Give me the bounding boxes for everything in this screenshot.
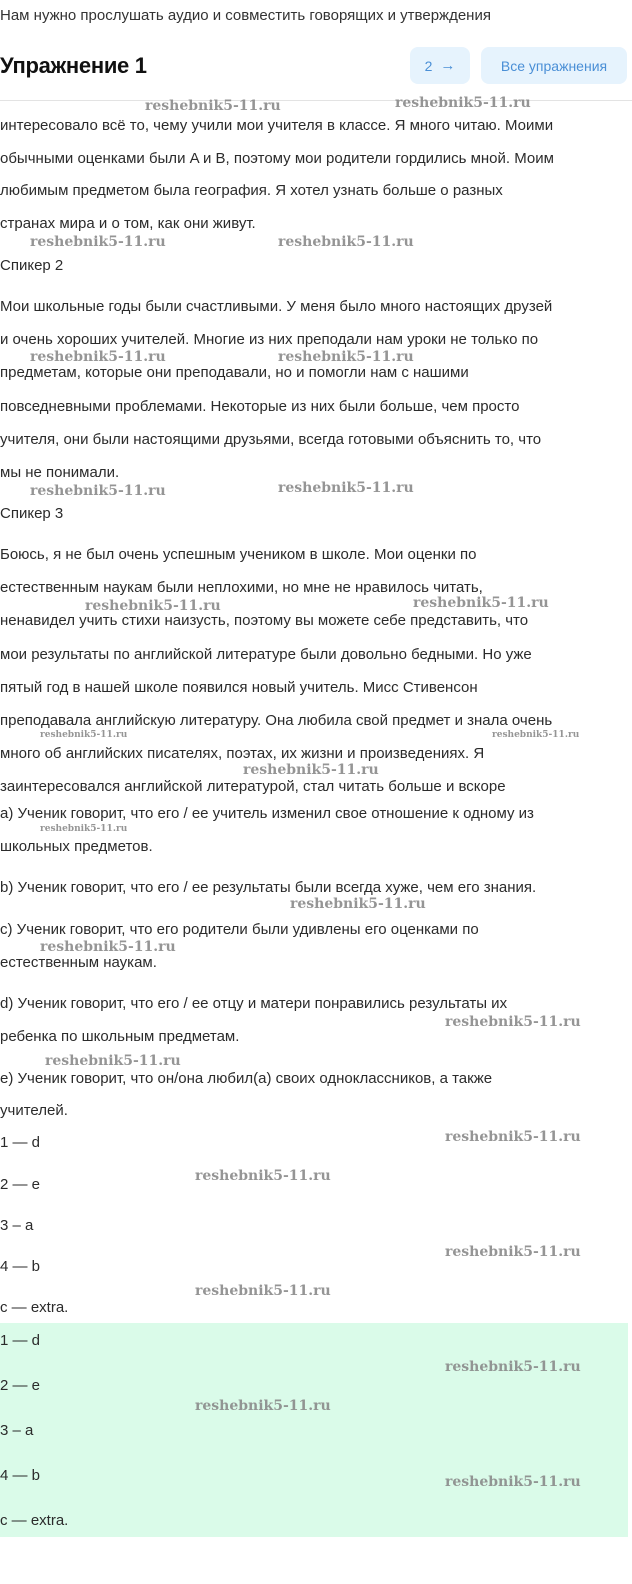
watermark-text: reshebnik5-11.ru <box>40 824 128 834</box>
text-line: предметам, которые они преподавали, но и помогли нам с нашими <box>0 364 469 381</box>
watermark-text: reshebnik5-11.ru <box>195 1398 331 1414</box>
text-line: заинтересовался английской литературой, стал читать больше и вскоре <box>0 778 506 795</box>
statement-item: d) Ученик говорит, что его / ее отцу и матери понравились результаты их <box>0 995 508 1012</box>
answer-box <box>0 1323 628 1537</box>
next-exercise-button[interactable] <box>410 47 470 84</box>
answer-line: 4 — b <box>0 1467 41 1484</box>
statement-item: b) Ученик говорит, что его / ее результаты были всегда хуже, чем его знания. <box>0 879 537 896</box>
watermark-text: reshebnik5-11.ru <box>492 730 580 740</box>
text-line: любимым предметом была география. Я хотел узнать больше о разных <box>0 182 503 199</box>
watermark-text: reshebnik5-11.ru <box>243 762 379 778</box>
text-line: Мои школьные годы были счастливыми. У меня было много настоящих друзей <box>0 298 553 315</box>
watermark-text: reshebnik5-11.ru <box>30 234 166 250</box>
watermark-text: reshebnik5-11.ru <box>45 1053 181 1069</box>
next-exercise-label: 2 <box>424 57 433 74</box>
text-line: повседневными проблемами. Некоторые из них были больше, чем просто <box>0 398 520 415</box>
statement-item: учителей. <box>0 1102 68 1119</box>
header-divider <box>0 100 632 101</box>
text-line: интересовало всё то, чему учили мои учителя в классе. Я много читаю. Моими <box>0 117 554 134</box>
text-line: странах мира и о том, как они живут. <box>0 215 256 232</box>
watermark-text: reshebnik5-11.ru <box>445 1129 581 1145</box>
statement-item: a) Ученик говорит, что его / ее учитель изменил свое отношение к одному из <box>0 805 534 822</box>
watermark-text: reshebnik5-11.ru <box>85 598 221 614</box>
all-exercises-button[interactable] <box>481 47 627 84</box>
statement-item: ребенка по школьным предметам. <box>0 1028 240 1045</box>
arrow-right-icon: → <box>440 57 456 74</box>
watermark-text: reshebnik5-11.ru <box>290 896 426 912</box>
watermark-text: reshebnik5-11.ru <box>40 730 128 740</box>
task-description: Нам нужно прослушать аудио и совместить говорящих и утверждения <box>0 7 491 24</box>
watermark-text: reshebnik5-11.ru <box>413 595 549 611</box>
text-line: мои результаты по английской литературе были довольно бедными. Но уже <box>0 646 532 663</box>
watermark-text: reshebnik5-11.ru <box>278 480 414 496</box>
text-line: преподавала английскую литературу. Она любила свой предмет и знала очень <box>0 712 553 729</box>
text-line: много об английских писателях, поэтах, их жизни и произведениях. Я <box>0 745 485 762</box>
text-line: учителя, они были настоящими друзьями, всегда готовыми объяснить то, что <box>0 431 542 448</box>
statement-item: естественным наукам. <box>0 954 157 971</box>
watermark-text: reshebnik5-11.ru <box>445 1014 581 1030</box>
answer-line: 1 — d <box>0 1134 41 1151</box>
answer-line: 4 — b <box>0 1258 41 1275</box>
text-line: обычными оценками были A и B, поэтому мои родители гордились мной. Моим <box>0 150 554 167</box>
text-line: ненавидел учить стихи наизусть, поэтому вы можете себе представить, что <box>0 612 529 629</box>
watermark-text: reshebnik5-11.ru <box>445 1359 581 1375</box>
statement-item: c) Ученик говорит, что его родители были удивлены его оценками по <box>0 921 479 938</box>
text-line: естественным наукам были неплохими, но мне не нравилось читать, <box>0 579 483 596</box>
watermark-text: reshebnik5-11.ru <box>445 1244 581 1260</box>
answer-line: 3 – a <box>0 1217 34 1234</box>
watermark-text: reshebnik5-11.ru <box>445 1474 581 1490</box>
watermark-text: reshebnik5-11.ru <box>145 98 281 114</box>
text-line: пятый год в нашей школе появился новый учитель. Мисс Стивенсон <box>0 679 478 696</box>
watermark-text: reshebnik5-11.ru <box>278 349 414 365</box>
text-line: и очень хороших учителей. Многие из них преподали нам уроки не только по <box>0 331 539 348</box>
page-title: Упражнение 1 <box>0 53 147 78</box>
speaker-heading: Спикер 2 <box>0 257 64 274</box>
text-line: мы не понимали. <box>0 464 120 481</box>
watermark-text: reshebnik5-11.ru <box>30 483 166 499</box>
watermark-text: reshebnik5-11.ru <box>195 1168 331 1184</box>
answer-line: c — extra. <box>0 1299 69 1316</box>
speaker-heading: Спикер 3 <box>0 505 64 522</box>
watermark-text: reshebnik5-11.ru <box>40 939 176 955</box>
answer-line: 3 – a <box>0 1422 34 1439</box>
watermark-text: reshebnik5-11.ru <box>195 1283 331 1299</box>
statement-item: школьных предметов. <box>0 838 153 855</box>
text-line: Боюсь, я не был очень успешным учеником в школе. Мои оценки по <box>0 546 477 563</box>
answer-line: 1 — d <box>0 1332 41 1349</box>
answer-line: 2 — e <box>0 1176 41 1193</box>
answer-line: c — extra. <box>0 1512 69 1529</box>
statement-item: e) Ученик говорит, что он/она любил(а) своих одноклассников, а также <box>0 1070 493 1087</box>
watermark-text: reshebnik5-11.ru <box>30 349 166 365</box>
watermark-text: reshebnik5-11.ru <box>395 95 531 111</box>
all-exercises-label: Все упражнения <box>500 57 608 74</box>
answer-line: 2 — e <box>0 1377 41 1394</box>
watermark-text: reshebnik5-11.ru <box>278 234 414 250</box>
